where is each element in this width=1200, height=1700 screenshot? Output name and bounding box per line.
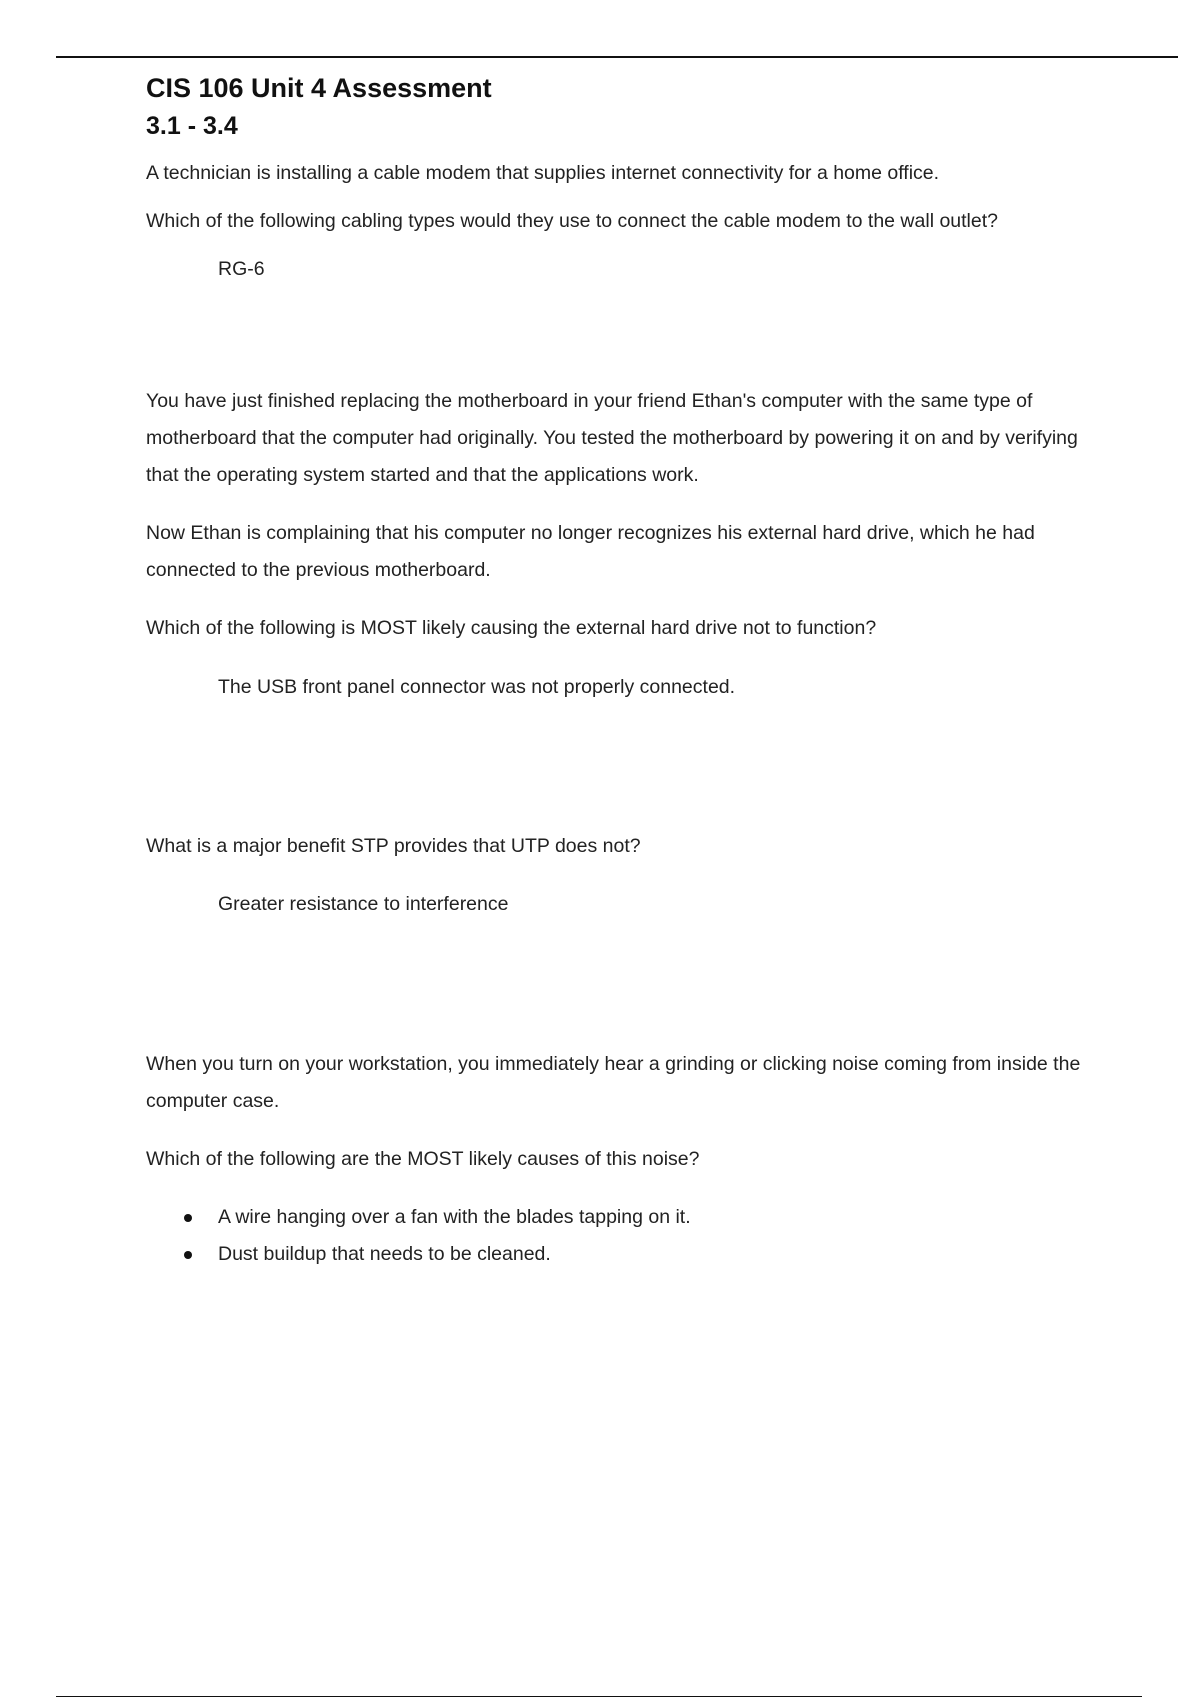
question-4-prompt-2: Which of the following are the MOST likely causes of this noise? xyxy=(146,1148,700,1170)
document-title: CIS 106 Unit 4 Assessment xyxy=(146,73,492,103)
question-3-answer: Greater resistance to interference xyxy=(218,893,509,915)
question-2-prompt-1: You have just finished replacing the motherboard in your friend Ethan's computer with the same type of motherboard that the computer had originally. You tested the motherboard by powering it on and by verifying that the operating system started and that the applications work. xyxy=(146,390,1078,486)
question-3-prompt-1: What is a major benefit STP provides that UTP does not? xyxy=(146,835,641,857)
document-subtitle: 3.1 - 3.4 xyxy=(146,112,238,140)
question-2 xyxy=(146,383,1106,700)
footer-rule xyxy=(56,1696,1142,1697)
bullet-icon xyxy=(184,1214,192,1222)
bullet-icon xyxy=(184,1251,192,1259)
question-1-answer: RG-6 xyxy=(218,258,265,280)
question-2-prompt-2: Now Ethan is complaining that his computer no longer recognizes his external hard drive, which he had connected to the previous motherboard. xyxy=(146,522,1035,581)
question-2-prompt-3: Which of the following is MOST likely causing the external hard drive not to function? xyxy=(146,617,877,639)
question-4-answer-1: A wire hanging over a fan with the blades tapping on it. xyxy=(218,1206,691,1228)
question-4-answer-2: Dust buildup that needs to be cleaned. xyxy=(218,1243,551,1265)
question-2-answer: The USB front panel connector was not properly connected. xyxy=(218,676,736,698)
header-rule xyxy=(56,56,1178,58)
question-3 xyxy=(146,833,1106,917)
list-item xyxy=(218,1199,1106,1236)
question-1 xyxy=(146,160,1106,282)
question-4-prompt-1: When you turn on your workstation, you immediately hear a grinding or clicking noise coming from inside the computer case. xyxy=(146,1053,1081,1112)
document-body xyxy=(146,70,1106,1273)
question-1-prompt-2: Which of the following cabling types would they use to connect the cable modem to the wall outlet? xyxy=(146,210,998,232)
question-4 xyxy=(146,1046,1106,1273)
list-item xyxy=(218,1236,1106,1273)
question-4-answer-list xyxy=(146,1199,1106,1273)
question-1-prompt-1: A technician is installing a cable modem that supplies internet connectivity for a home office. xyxy=(146,162,940,184)
